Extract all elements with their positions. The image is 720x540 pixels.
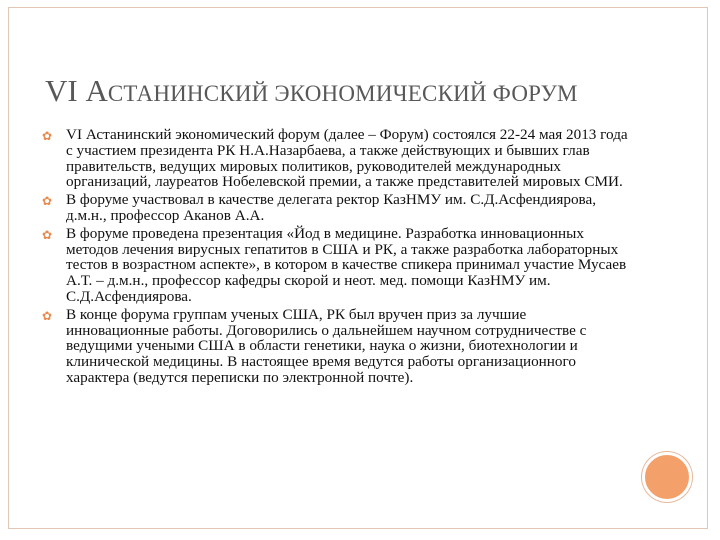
bullet-text: В конце форума группам ученых США, РК был вручен приз за лучшие инновационные работы. Договорились о дальнейшем научном сотрудничестве с ведущими учеными США в области генетики, наука о жизни, биотехнологии и клинической медицины. В настоящее время ведутся работы организационного характера (ведутся переписки по электронной почте). (66, 305, 587, 386)
flower-bullet-icon: ✿ (42, 194, 53, 209)
flower-bullet-icon: ✿ (42, 308, 53, 323)
bullet-item (42, 192, 632, 224)
bullet-list (42, 127, 632, 388)
flower-bullet-icon: ✿ (42, 227, 53, 242)
bullet-item (42, 226, 632, 305)
bullet-text: В форуме участвовал в качестве делегата ректор КазНМУ им. С.Д.Асфендиярова, д.м.н., профессор Аканов А.А. (66, 191, 597, 224)
bullet-item (42, 307, 632, 386)
slide-title (45, 74, 578, 106)
title-first: VI А (45, 73, 108, 108)
decorative-circle (642, 452, 692, 502)
bullet-item (42, 127, 632, 190)
flower-bullet-icon: ✿ (42, 129, 53, 143)
bullet-text: В форуме проведена презентация «Йод в медицине. Разработка инновационных методов лечения вирусных гепатитов в США и РК, а также разработка лабораторных тестов в возрастном аспекте», в котором в качестве спикера принимал участие Мусаев А.Т. – д.м.н., профессор кафедры скорой и неот. мед. помощи КазНМУ им. С.Д.Асфендиярова. (66, 224, 627, 305)
title-rest: СТАНИНСКИЙ ЭКОНОМИЧЕСКИЙ ФОРУМ (107, 81, 578, 106)
bullet-text: VI Астанинский экономический форум (далее – Форум) состоялся 22-24 мая 2013 года с участием президента РК Н.А.Назарбаева, а также действующих и бывших глав правительств, ведущих мировых политиков, руководителей международных организаций, лауреатов Нобелевской премии, а также представителей мировых СМИ. (66, 126, 628, 191)
